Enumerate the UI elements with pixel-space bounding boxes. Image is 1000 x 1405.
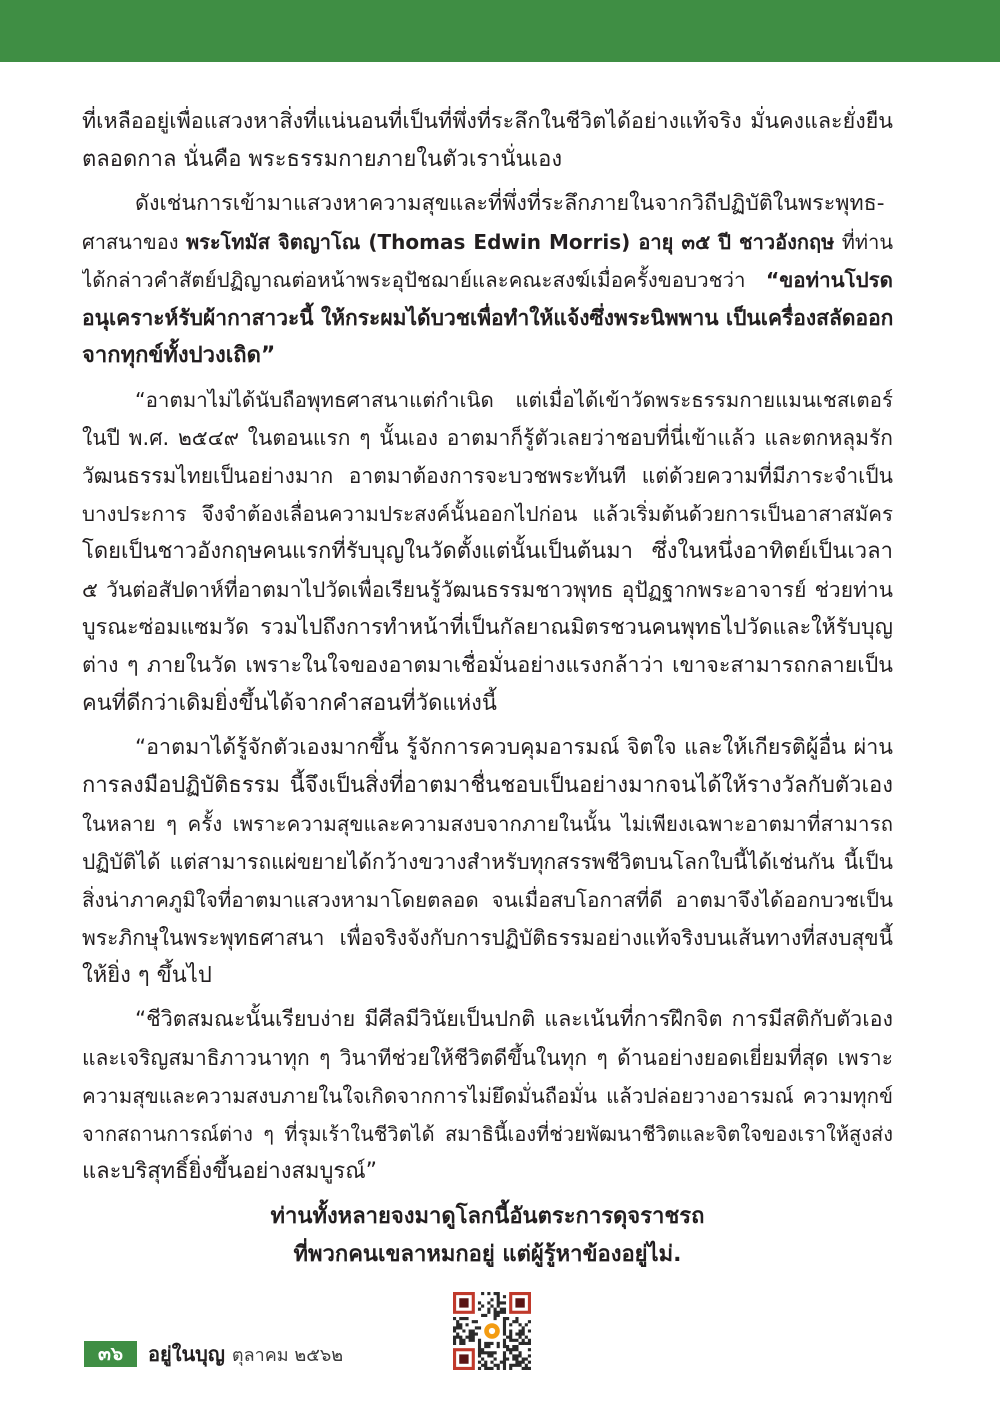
article-line: คนที่ดีกว่าเดิมยิ่งขึ้นได้จากคำสอนที่วัดแห่งนี้ [82,691,497,716]
bold-phrase-vow: “ขอท่านโปรด [765,268,893,292]
publication-footer [148,1339,343,1369]
article-line [82,261,893,299]
article-paragraph [82,185,893,375]
article-paragraph [82,381,893,723]
qr-code-icon [453,1292,531,1370]
qr-logo-icon [482,1321,502,1341]
article-line: สิ่งน่าภาคภูมิใจที่อาตมาแสวงหามาโดยตลอด จนเมื่อสบโอกาสที่ดี อาตมาจึงได้ออกบวชเป็น [82,888,893,912]
article-line: ในหลาย ๆ ครั้ง เพราะความสุขและความสงบจากภายในนั้น ไม่เพียงเฉพาะอาตมาที่สามารถ [82,812,893,836]
article-line: ต่าง ๆ ภายในวัด เพราะในใจของอาตมาเชื่อมั่นอย่างแรงกล้าว่า เขาจะสามารถกลายเป็น [82,653,893,678]
article-line: พระภิกษุในพระพุทธศาสนา เพื่อจริงจังกับการปฏิบัติธรรมอย่างแท้จริงบนเส้นทางที่สงบสุขนี้ [82,926,893,950]
article-line: ดังเช่นการเข้ามาแสวงหาความสุขและที่พึ่งที่ระลึกภายในจากวิถีปฏิบัติในพระพุทธ- [135,191,885,216]
article-line: “อาตมาได้รู้จักตัวเองมากขึ้น รู้จักการควบคุมอารมณ์ จิตใจ และให้เกียรติผู้อื่น ผ่าน [135,735,893,760]
article-line: จากสถานการณ์ต่าง ๆ ที่รุมเร้าในชีวิตได้ สมาธินี้เองที่ช่วยพัฒนาชีวิตและจิตใจของเราให้สูงส่ง [82,1122,893,1146]
text-segment: ได้กล่าวคำสัตย์ปฏิญาณต่อหน้าพระอุปัชฌาย์และคณะสงฆ์เมื่อครั้งขอบวชว่า [82,268,766,292]
article-line: “อาตมาไม่ได้นับถือพุทธศาสนาแต่กำเนิด แต่เมื่อได้เข้าวัดพระธรรมกายแมนเชสเตอร์ [135,388,893,412]
article-line: และเจริญสมาธิภาวนาทุก ๆ วินาทีช่วยให้ชีวิตดีขึ้นในทุก ๆ ด้านอย่างยอดเยี่ยมที่สุด เพราะ [82,1046,893,1070]
article-paragraph [82,103,893,179]
qr-finder-pattern [453,1348,475,1370]
top-color-band [0,0,1000,62]
article-paragraph [82,1001,893,1191]
article-line: โดยเป็นชาวอังกฤษคนแรกที่รับบุญในวัดตั้งแต่นั้นเป็นต้นมา ซึ่งในหนึ่งอาทิตย์เป็นเวลา [82,539,893,564]
article-line: ตลอดกาล นั่นคือ พระธรรมกายภายในตัวเรานั่นเอง [82,147,563,172]
verse-line: ที่พวกคนเขลาหมกอยู่ แต่ผู้รู้หาข้องอยู่ไม่. [293,1242,682,1267]
article-line: การลงมือปฏิบัติธรรม นี้จึงเป็นสิ่งที่อาตมาชื่นชอบเป็นอย่างมากจนได้ให้รางวัลกับตัวเอง [82,773,893,798]
page-number-badge: ๓๖ [84,1341,137,1367]
article-line: วัฒนธรรมไทยเป็นอย่างมาก อาตมาต้องการจะบวชพระทันที แต่ด้วยความที่มีภาระจำเป็น [82,464,893,488]
article-line: ๕ วันต่อสัปดาห์ที่อาตมาไปวัดเพื่อเรียนรู้วัฒนธรรมชาวพุทธ อุปัฏฐากพระอาจารย์ ช่วยท่าน [82,578,893,602]
bold-phrase-monk-name: พระโทมัส จิตญาโณ (Thomas Edwin Morris) อายุ ๓๕ ปี ชาวอังกฤษ [185,230,835,254]
article-line [82,223,893,261]
qr-finder-pattern [509,1292,531,1314]
article-line: บางประการ จึงจำต้องเลื่อนความประสงค์นั้นออกไปก่อน แล้วเริ่มต้นด้วยการเป็นอาสาสมัคร [82,502,893,526]
article-paragraph [82,729,893,995]
publication-name: อยู่ในบุญ [148,1342,225,1366]
article-line: ให้ยิ่ง ๆ ขึ้นไป [82,963,212,988]
article-line-bold-vow: อนุเคราะห์รับผ้ากาสาวะนี้ ให้กระผมได้บวชเพื่อทำให้แจ้งซึ่งพระนิพพาน เป็นเครื่องสลัดออก [82,306,893,330]
article-line: ในปี พ.ศ. ๒๕๔๙ ในตอนแรก ๆ นั้นเอง อาตมาก็รู้ตัวเลยว่าชอบที่นี่เข้าแล้ว และตกหลุมรัก [82,426,893,450]
article-line: ที่เหลืออยู่เพื่อแสวงหาสิ่งที่แน่นอนที่เป็นที่พึ่งที่ระลึกในชีวิตได้อย่างแท้จริง มั่นคงและยั่งยืน [82,109,893,134]
closing-verse [82,1198,893,1274]
verse-line: ท่านทั้งหลายจงมาดูโลกนี้อันตระการดุจราชรถ [270,1204,705,1229]
article-line-bold-vow: จากทุกข์ทั้งปวงเถิด” [82,343,276,368]
article-line: บูรณะซ่อมแซมวัด รวมไปถึงการทำหน้าที่เป็นกัลยาณมิตรชวนคนพุทธไปวัดและให้รับบุญ [82,615,893,640]
article-line: และบริสุทธิ์ยิ่งขึ้นอย่างสมบูรณ์” [82,1159,378,1184]
article-line: ความสุขและความสงบภายในใจเกิดจากการไม่ยึดมั่นถือมั่น แล้วปล่อยวางอารมณ์ ความทุกข์ [82,1084,893,1108]
text-segment: ศาสนาของ [82,230,186,254]
article-line: ปฏิบัติได้ แต่สามารถแผ่ขยายได้กว้างขวางสำหรับทุกสรรพชีวิตบนโลกใบนี้ได้เช่นกัน นี้เป็น [82,850,893,874]
article-line: “ชีวิตสมณะนั้นเรียบง่าย มีศีลมีวินัยเป็นปกติ และเน้นที่การฝึกจิต การมีสติกับตัวเอง [135,1007,893,1032]
qr-finder-pattern [453,1292,475,1314]
text-segment: ที่ท่าน [834,230,893,254]
issue-date: ตุลาคม ๒๕๖๒ [231,1344,344,1366]
article-body [82,103,893,1274]
